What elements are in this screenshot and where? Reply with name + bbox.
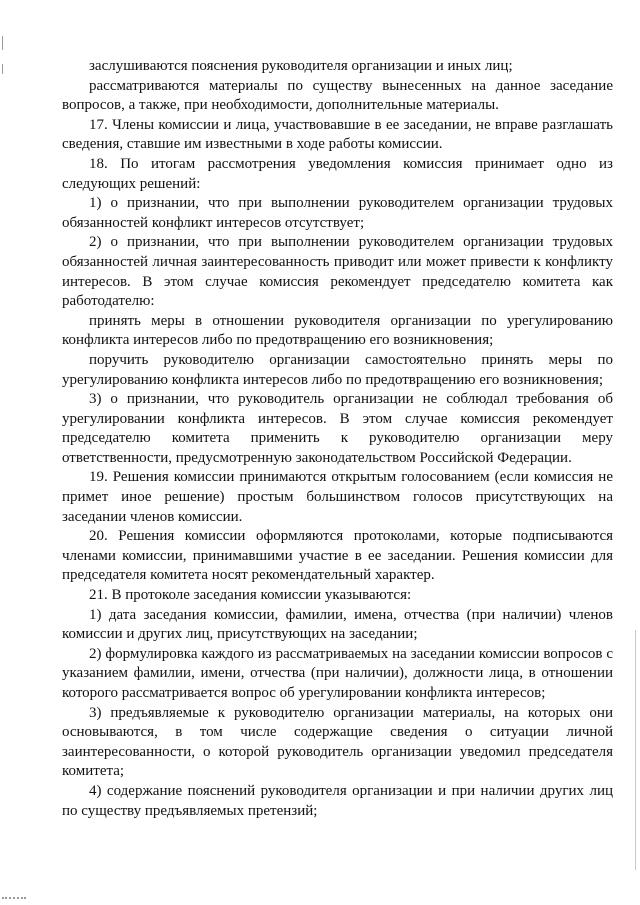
paragraph: 2) формулировка каждого из рассматриваемых на заседании комиссии вопросов с указанием фамилии, имени, отчества (при наличии), должности лица, в отношении которого рассматривается вопрос об урегулировании конфликта интересов; bbox=[62, 645, 613, 701]
paragraph: 4) содержание пояснений руководителя организации и при наличии других лиц по существу предъявляемых претензий; bbox=[62, 782, 613, 819]
paragraph: принять меры в отношении руководителя организации по урегулированию конфликта интересов либо по предотвращению его возникновения; bbox=[62, 312, 613, 349]
paragraph: 21. В протоколе заседания комиссии указываются: bbox=[89, 587, 412, 604]
paragraph: рассматриваются материалы по существу вынесенных на данное заседание вопросов, а также, при необходимости, дополнительные материалы. bbox=[62, 77, 613, 114]
scan-edge-line bbox=[635, 630, 636, 870]
scan-margin-mark-top bbox=[2, 36, 3, 50]
paragraph: 1) о признании, что при выполнении руководителем организации трудовых обязанностей конфликт интересов отсутствует; bbox=[62, 195, 613, 231]
paragraph: заслушиваются пояснения руководителя организации и иных лиц; bbox=[89, 58, 513, 74]
paragraph: 3) о признании, что руководитель организации не соблюдал требования об урегулировании конфликта интересов. В этом случае комиссия рекомендует председателю комитета применить к руководителю организации меру ответственности, предусмотренную законодательством Российской Федерации. bbox=[62, 391, 613, 466]
paragraph: 19. Решения комиссии принимаются открытым голосованием (если комиссия не примет иное решение) простым большинством голосов присутствующих на заседании членов комиссии. bbox=[62, 469, 613, 525]
paragraph: 18. По итогам рассмотрения уведомления комиссия принимает одно из следующих решений: bbox=[62, 155, 613, 192]
scan-bottom-dots bbox=[2, 897, 26, 901]
paragraph: 1) дата заседания комиссии, фамилии, имена, отчества (при наличии) членов комиссии и других лиц, присутствующих на заседании; bbox=[62, 606, 613, 643]
scan-margin-mark-middle bbox=[2, 64, 3, 74]
paragraph: 3) предъявляемые к руководителю организации материалы, на которых они основываются, в том числе содержащие сведения о ситуации личной заинтересованности, о которой руководитель организации уведомил председателя комитета; bbox=[62, 704, 613, 780]
paragraph: 20. Решения комиссии оформляются протоколами, которые подписываются членами комиссии, принимавшими участие в ее заседании. Решения комиссии для председателя комитета носят рекомендательный характер. bbox=[62, 528, 613, 584]
paragraph: поручить руководителю организации самостоятельно принять меры по урегулированию конфликта интересов либо по предотвращению его возникновения; bbox=[62, 351, 613, 388]
paragraph: 2) о признании, что при выполнении руководителем организации трудовых обязанностей личная заинтересованность приводит или может привести к конфликту интересов. В этом случае комиссия рекомендует председателю комитета как работодателю: bbox=[62, 234, 613, 310]
document-page bbox=[62, 57, 613, 821]
paragraph: 17. Члены комиссии и лица, участвовавшие в ее заседании, не вправе разглашать сведения, ставшие им известными в ходе работы комиссии. bbox=[62, 116, 613, 153]
